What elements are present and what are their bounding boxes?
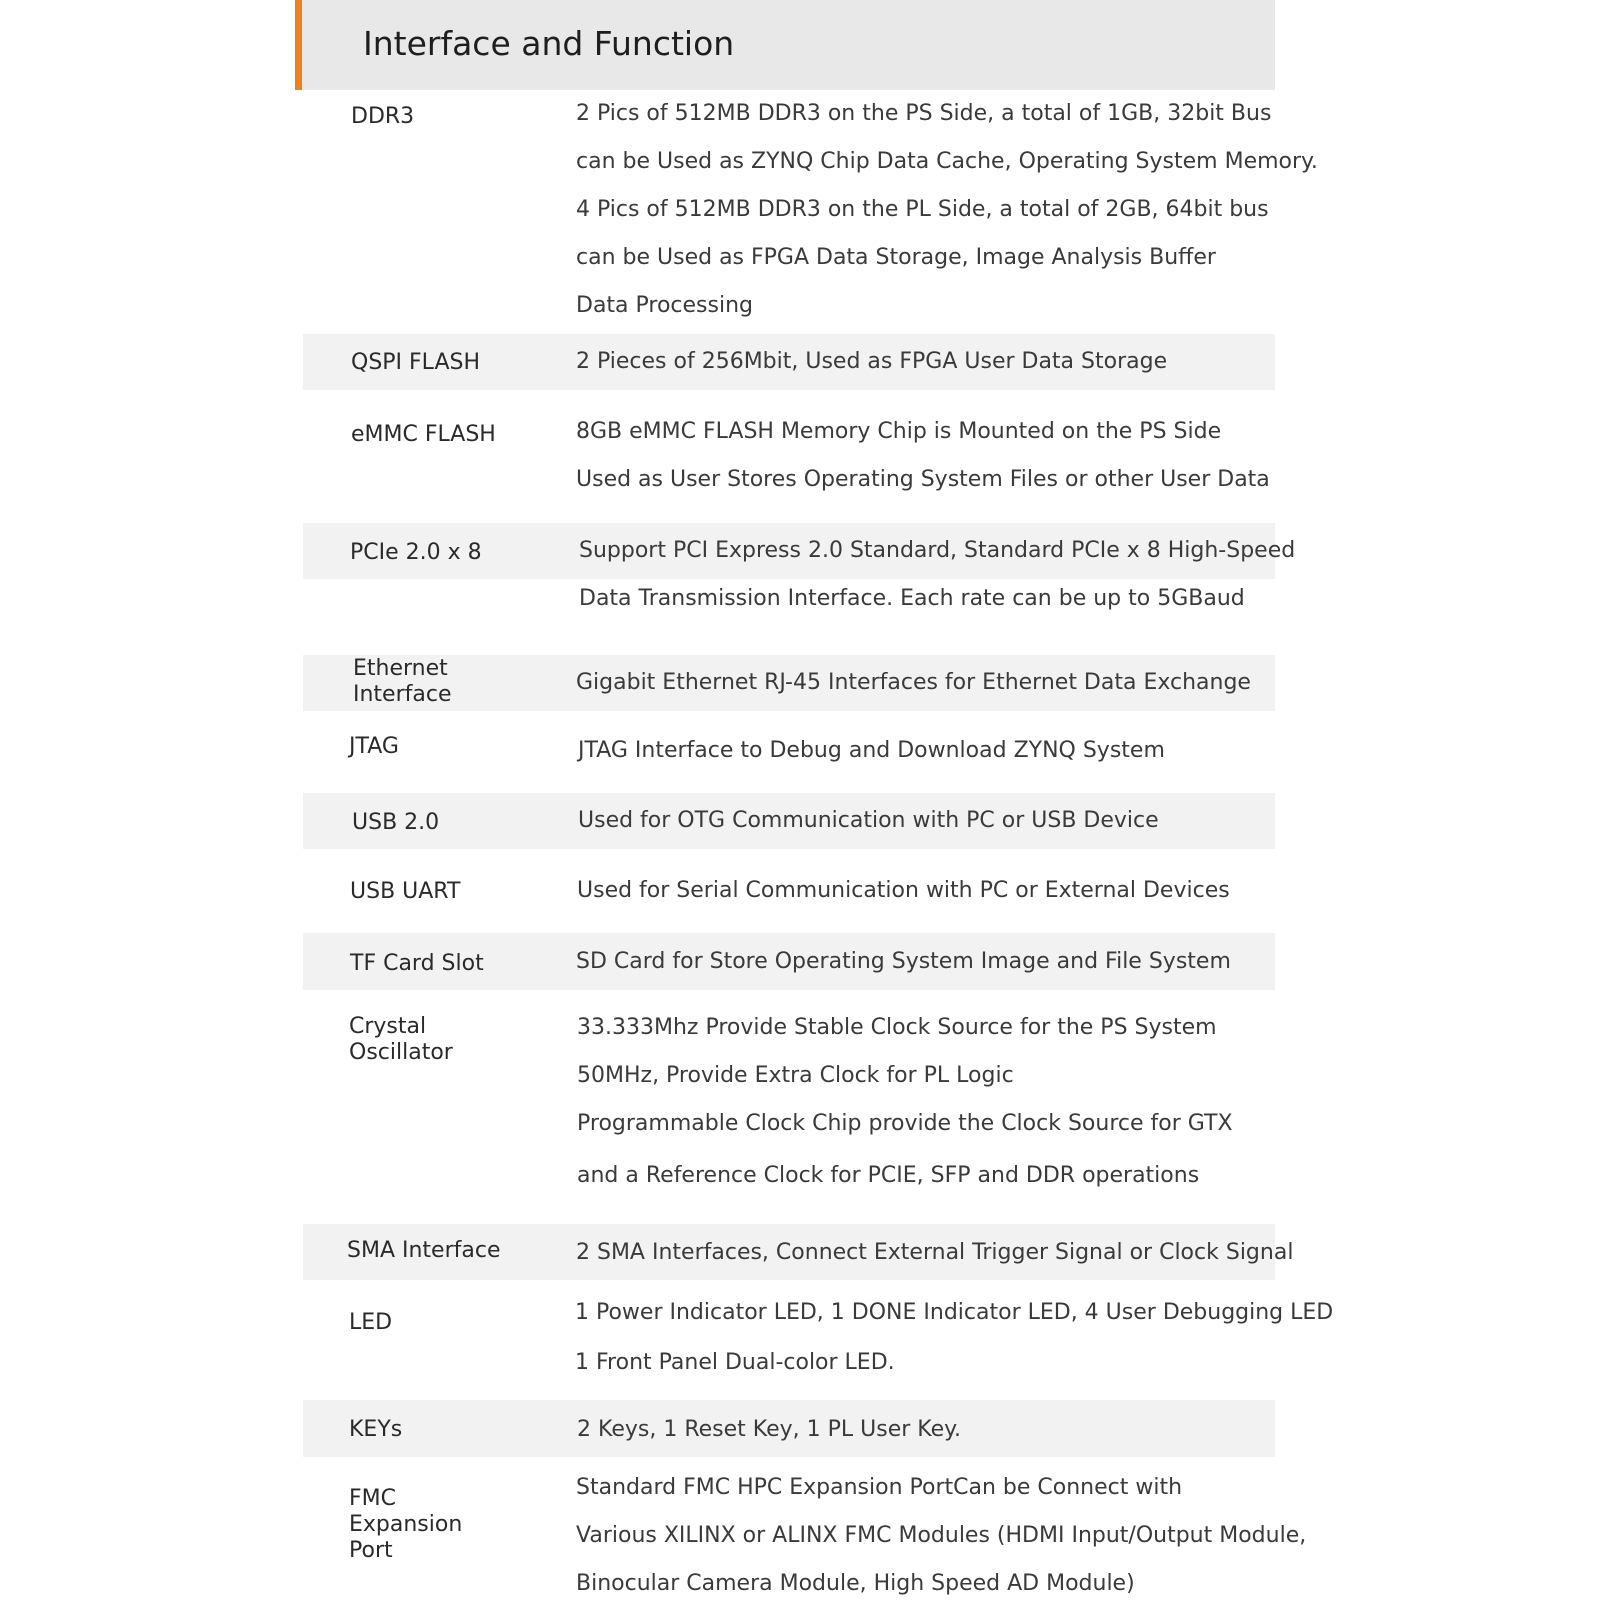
- desc-line: 4 Pics of 512MB DDR3 on the PL Side, a total of 2GB, 64bit bus: [576, 197, 1269, 222]
- desc-line: can be Used as FPGA Data Storage, Image Analysis Buffer: [576, 245, 1216, 270]
- row-label-led: [349, 1310, 392, 1336]
- row-desc-qspi-flash: [576, 338, 1167, 386]
- row-label-ethernet: [353, 656, 452, 708]
- row-desc-ddr3: [576, 90, 1318, 330]
- label-line: PCIe 2.0 x 8: [350, 540, 482, 565]
- desc-line: and a Reference Clock for PCIE, SFP and DDR operations: [577, 1163, 1200, 1188]
- label-line: FMC: [349, 1486, 396, 1511]
- desc-line: JTAG Interface to Debug and Download ZYNQ System: [578, 738, 1165, 763]
- desc-line: Used for OTG Communication with PC or USB Device: [578, 808, 1159, 833]
- label-line: Port: [349, 1538, 393, 1563]
- desc-line: 2 Keys, 1 Reset Key, 1 PL User Key.: [577, 1417, 962, 1442]
- label-line: eMMC FLASH: [351, 422, 496, 447]
- row-desc-keys: [577, 1406, 961, 1454]
- desc-line: Support PCI Express 2.0 Standard, Standard PCIe x 8 High-Speed: [579, 538, 1296, 563]
- desc-line: can be Used as ZYNQ Chip Data Cache, Operating System Memory.: [576, 149, 1318, 174]
- label-line: TF Card Slot: [350, 951, 484, 976]
- label-line: JTAG: [349, 734, 399, 759]
- row-desc-emmc-flash: [576, 408, 1270, 504]
- desc-line: 8GB eMMC FLASH Memory Chip is Mounted on the PS Side: [576, 419, 1222, 444]
- row-desc-fmc: [576, 1464, 1306, 1600]
- desc-line: Standard FMC HPC Expansion PortCan be Connect with: [576, 1475, 1183, 1500]
- label-line: Expansion: [349, 1512, 463, 1537]
- desc-line: 1 Front Panel Dual-color LED.: [575, 1350, 895, 1375]
- desc-line: Binocular Camera Module, High Speed AD Module): [576, 1571, 1135, 1596]
- desc-line: 50MHz, Provide Extra Clock for PL Logic: [577, 1063, 1014, 1088]
- row-label-jtag: [349, 734, 399, 760]
- row-label-sma: [347, 1238, 500, 1264]
- row-label-keys: [349, 1417, 402, 1443]
- label-line: KEYs: [349, 1417, 403, 1442]
- label-line: QSPI FLASH: [351, 350, 481, 375]
- desc-line: 1 Power Indicator LED, 1 DONE Indicator LED, 4 User Debugging LED: [575, 1300, 1334, 1325]
- row-label-fmc: [349, 1486, 462, 1564]
- desc-line: Various XILINX or ALINX FMC Modules (HDMI Input/Output Module,: [576, 1523, 1307, 1548]
- row-desc-pcie: [579, 527, 1295, 623]
- row-label-ddr3: [351, 104, 414, 130]
- desc-line: 33.333Mhz Provide Stable Clock Source for the PS System: [577, 1015, 1217, 1040]
- label-line: Oscillator: [349, 1040, 453, 1065]
- desc-line: Data Processing: [576, 293, 753, 318]
- label-line: Ethernet: [353, 656, 448, 681]
- label-line: USB UART: [350, 879, 461, 904]
- desc-line: SD Card for Store Operating System Image and File System: [576, 949, 1231, 974]
- row-desc-usb: [578, 797, 1159, 845]
- row-label-qspi-flash: [351, 350, 480, 376]
- row-desc-sma: [576, 1229, 1293, 1277]
- desc-line: Data Transmission Interface. Each rate can be up to 5GBaud: [579, 586, 1245, 611]
- row-desc-crystal-oscillator: [577, 1004, 1233, 1200]
- desc-line: Programmable Clock Chip provide the Clock Source for GTX: [577, 1111, 1233, 1136]
- section-header: [295, 0, 1275, 90]
- section-title: Interface and Function: [363, 24, 735, 63]
- row-desc-ethernet: [576, 659, 1251, 707]
- desc-line: 2 Pieces of 256Mbit, Used as FPGA User Data Storage: [576, 349, 1168, 374]
- row-desc-jtag: [578, 727, 1165, 775]
- label-line: DDR3: [351, 104, 415, 129]
- row-desc-tf-card: [576, 938, 1231, 986]
- desc-line: Used as User Stores Operating System Files or other User Data: [576, 467, 1270, 492]
- label-line: USB 2.0: [352, 810, 440, 835]
- row-label-emmc-flash: [351, 422, 496, 448]
- accent-bar: [295, 0, 302, 90]
- label-line: Interface: [353, 682, 452, 707]
- row-label-crystal-oscillator: [349, 1014, 453, 1066]
- desc-line: 2 Pics of 512MB DDR3 on the PS Side, a total of 1GB, 32bit Bus: [576, 101, 1272, 126]
- row-label-usb: [352, 810, 439, 836]
- desc-line: Gigabit Ethernet RJ-45 Interfaces for Ethernet Data Exchange: [576, 670, 1251, 695]
- desc-line: 2 SMA Interfaces, Connect External Trigger Signal or Clock Signal: [576, 1240, 1294, 1265]
- row-desc-usb-uart: [577, 867, 1230, 915]
- label-line: SMA Interface: [347, 1238, 501, 1263]
- row-label-pcie: [350, 540, 482, 566]
- label-line: Crystal: [349, 1014, 427, 1039]
- label-line: LED: [349, 1310, 393, 1335]
- row-label-tf-card: [350, 951, 484, 977]
- desc-line: Used for Serial Communication with PC or External Devices: [577, 878, 1230, 903]
- row-desc-led: [575, 1289, 1333, 1387]
- row-label-usb-uart: [350, 879, 460, 905]
